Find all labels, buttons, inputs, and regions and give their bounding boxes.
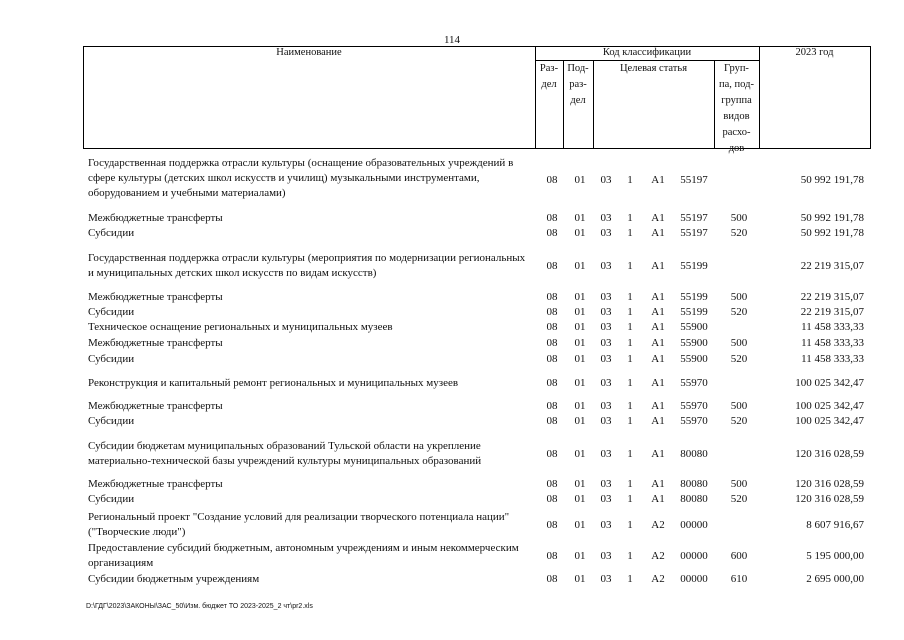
row-target-3: A1: [651, 337, 665, 349]
row-sum: 120 316 028,59: [795, 493, 864, 505]
row-target-4: 80080: [680, 493, 708, 505]
row-target-1: 03: [600, 321, 612, 333]
row-razdel: 08: [546, 415, 558, 427]
row-name: Субсидии бюджетным учреждениям: [88, 573, 260, 585]
row-target-4: 55197: [680, 212, 708, 224]
header-year: 2023 год: [795, 47, 834, 58]
row-target-4: 80080: [680, 448, 708, 460]
row-target-1: 03: [600, 353, 612, 365]
row-podrazdel: 01: [574, 400, 586, 412]
row-target-3: A1: [651, 478, 665, 490]
row-target-2: 1: [627, 377, 633, 389]
row-target-1: 03: [600, 400, 612, 412]
row-sum: 8 607 916,67: [806, 519, 864, 531]
row-razdel: 08: [546, 448, 558, 460]
row-target-1: 03: [600, 478, 612, 490]
row-sum: 100 025 342,47: [795, 415, 864, 427]
row-target-4: 00000: [680, 550, 708, 562]
row-sum: 100 025 342,47: [795, 377, 864, 389]
row-podrazdel: 01: [574, 212, 586, 224]
row-vid: 520: [730, 353, 748, 365]
row-target-2: 1: [627, 550, 633, 562]
row-vid: 500: [730, 400, 748, 412]
row-target-2: 1: [627, 415, 633, 427]
row-target-4: 55970: [680, 377, 708, 389]
row-sum: 50 992 191,78: [800, 212, 864, 224]
row-sum: 11 458 333,33: [801, 321, 864, 333]
row-target-1: 03: [600, 377, 612, 389]
row-name: Межбюджетные трансферты: [88, 478, 223, 490]
row-target-3: A1: [651, 291, 665, 303]
row-sum: 50 992 191,78: [800, 227, 864, 239]
header-group: Груп- па, под- группа видов расхо- дов: [719, 63, 754, 154]
row-target-4: 55197: [680, 174, 708, 186]
row-sum: 22 219 315,07: [800, 306, 864, 318]
row-target-2: 1: [627, 174, 633, 186]
row-target-3: A1: [651, 260, 665, 272]
row-name: Межбюджетные трансферты: [88, 212, 223, 224]
file-path-footer: D:\ГДГ\2023\ЗАКОНЫ\ЗАС_50\Изм. бюджет ТО 2023-2025_2 чт\pr2.xls: [86, 603, 313, 610]
row-podrazdel: 01: [574, 573, 586, 585]
row-target-2: 1: [627, 260, 633, 272]
row-podrazdel: 01: [574, 321, 586, 333]
row-target-2: 1: [627, 493, 633, 505]
row-target-1: 03: [600, 306, 612, 318]
row-name: Государственная поддержка отрасли культуры (мероприятия по модернизации региональных и муниципальных детских школ искусств по видам искусств): [88, 252, 526, 279]
row-target-1: 03: [600, 291, 612, 303]
row-target-4: 55970: [680, 415, 708, 427]
row-target-2: 1: [627, 448, 633, 460]
row-podrazdel: 01: [574, 478, 586, 490]
row-podrazdel: 01: [574, 377, 586, 389]
row-podrazdel: 01: [574, 353, 586, 365]
row-target-4: 55900: [680, 337, 708, 349]
row-target-2: 1: [627, 519, 633, 531]
row-target-3: A1: [651, 400, 665, 412]
row-target-4: 55199: [680, 291, 708, 303]
row-name: Реконструкция и капитальный ремонт региональных и муниципальных музеев: [88, 377, 459, 389]
row-name: Субсидии бюджетам муниципальных образований Тульской области на укрепление материально-технической базы учреждений культуры муниципальных образований: [88, 440, 482, 467]
row-razdel: 08: [546, 227, 558, 239]
row-sum: 22 219 315,07: [800, 260, 864, 272]
row-target-1: 03: [600, 337, 612, 349]
row-sum: 11 458 333,33: [801, 353, 864, 365]
row-podrazdel: 01: [574, 227, 586, 239]
row-vid: 500: [730, 337, 748, 349]
row-razdel: 08: [546, 573, 558, 585]
row-sum: 5 195 000,00: [806, 550, 864, 562]
row-podrazdel: 01: [574, 260, 586, 272]
row-name: Межбюджетные трансферты: [88, 291, 223, 303]
row-target-2: 1: [627, 353, 633, 365]
row-razdel: 08: [546, 493, 558, 505]
row-vid: 500: [730, 291, 748, 303]
row-target-1: 03: [600, 260, 612, 272]
row-target-1: 03: [600, 212, 612, 224]
row-target-3: A1: [651, 353, 665, 365]
row-razdel: 08: [546, 377, 558, 389]
row-name: Межбюджетные трансферты: [88, 400, 223, 412]
row-target-3: A1: [651, 493, 665, 505]
row-name: Субсидии: [88, 353, 135, 365]
row-vid: 610: [730, 573, 748, 585]
row-target-2: 1: [627, 212, 633, 224]
row-target-2: 1: [627, 321, 633, 333]
row-razdel: 08: [546, 519, 558, 531]
header-razdel: Раз- дел: [539, 63, 559, 90]
row-target-4: 55970: [680, 400, 708, 412]
row-target-1: 03: [600, 448, 612, 460]
row-razdel: 08: [546, 174, 558, 186]
row-target-4: 55199: [680, 260, 708, 272]
row-target-2: 1: [627, 291, 633, 303]
row-razdel: 08: [546, 260, 558, 272]
row-target-2: 1: [627, 573, 633, 585]
row-sum: 50 992 191,78: [800, 174, 864, 186]
table-header: [83, 46, 871, 154]
row-podrazdel: 01: [574, 174, 586, 186]
header-target: Целевая статья: [619, 63, 688, 74]
row-name: Субсидии: [88, 493, 135, 505]
row-target-4: 00000: [680, 573, 708, 585]
row-target-3: A1: [651, 227, 665, 239]
row-name: Техническое оснащение региональных и муниципальных музеев: [88, 321, 393, 333]
row-razdel: 08: [546, 291, 558, 303]
row-target-4: 80080: [680, 478, 708, 490]
row-vid: 500: [730, 212, 748, 224]
row-target-1: 03: [600, 550, 612, 562]
row-target-2: 1: [627, 306, 633, 318]
row-razdel: 08: [546, 550, 558, 562]
row-vid: 520: [730, 227, 748, 239]
row-vid: 600: [730, 550, 748, 562]
row-podrazdel: 01: [574, 519, 586, 531]
page-number: 114: [443, 34, 461, 46]
row-sum: 11 458 333,33: [801, 337, 864, 349]
row-razdel: 08: [546, 337, 558, 349]
row-razdel: 08: [546, 306, 558, 318]
row-name: Субсидии: [88, 415, 135, 427]
row-sum: 2 695 000,00: [806, 573, 864, 585]
row-name: Государственная поддержка отрасли культуры (оснащение образовательных учреждений в сфере культуры (детских школ искусств и училищ) музыкальными инструментами, оборудованием и учебными материалами): [88, 157, 514, 199]
row-target-3: A1: [651, 448, 665, 460]
row-target-1: 03: [600, 174, 612, 186]
row-vid: 500: [730, 478, 748, 490]
row-target-1: 03: [600, 227, 612, 239]
row-podrazdel: 01: [574, 337, 586, 349]
row-target-1: 03: [600, 573, 612, 585]
header-code: Код классификации: [602, 47, 692, 58]
row-podrazdel: 01: [574, 448, 586, 460]
row-target-2: 1: [627, 478, 633, 490]
row-razdel: 08: [546, 400, 558, 412]
row-target-4: 55900: [680, 321, 708, 333]
row-razdel: 08: [546, 353, 558, 365]
header-name: Наименование: [276, 47, 342, 58]
row-target-1: 03: [600, 519, 612, 531]
row-target-3: A2: [651, 573, 665, 585]
row-target-3: A1: [651, 174, 665, 186]
row-target-3: A1: [651, 212, 665, 224]
row-sum: 120 316 028,59: [795, 478, 864, 490]
row-sum: 22 219 315,07: [800, 291, 864, 303]
row-target-2: 1: [627, 400, 633, 412]
row-podrazdel: 01: [574, 306, 586, 318]
row-podrazdel: 01: [574, 493, 586, 505]
row-podrazdel: 01: [574, 550, 586, 562]
row-sum: 120 316 028,59: [795, 448, 864, 460]
row-podrazdel: 01: [574, 291, 586, 303]
row-razdel: 08: [546, 321, 558, 333]
row-razdel: 08: [546, 212, 558, 224]
row-target-4: 55199: [680, 306, 708, 318]
row-razdel: 08: [546, 478, 558, 490]
row-target-3: A1: [651, 415, 665, 427]
row-target-4: 55197: [680, 227, 708, 239]
header-podrazdel: Под- раз- дел: [567, 63, 589, 106]
row-vid: 520: [730, 306, 748, 318]
row-target-4: 55900: [680, 353, 708, 365]
row-vid: 520: [730, 493, 748, 505]
row-target-1: 03: [600, 415, 612, 427]
row-target-2: 1: [627, 337, 633, 349]
row-target-4: 00000: [680, 519, 708, 531]
row-name: Субсидии: [88, 306, 135, 318]
row-target-3: A2: [651, 550, 665, 562]
row-name: Субсидии: [88, 227, 135, 239]
row-target-3: A2: [651, 519, 665, 531]
row-target-3: A1: [651, 377, 665, 389]
row-target-3: A1: [651, 306, 665, 318]
row-name: Межбюджетные трансферты: [88, 337, 223, 349]
row-name: Региональный проект "Создание условий для реализации творческого потенциала нации" ("Творческие люди"): [88, 511, 510, 538]
row-target-2: 1: [627, 227, 633, 239]
row-vid: 520: [730, 415, 748, 427]
row-target-1: 03: [600, 493, 612, 505]
row-name: Предоставление субсидий бюджетным, автономным учреждениям и иным некоммерческим организациям: [88, 542, 519, 569]
row-target-3: A1: [651, 321, 665, 333]
row-podrazdel: 01: [574, 415, 586, 427]
row-sum: 100 025 342,47: [795, 400, 864, 412]
